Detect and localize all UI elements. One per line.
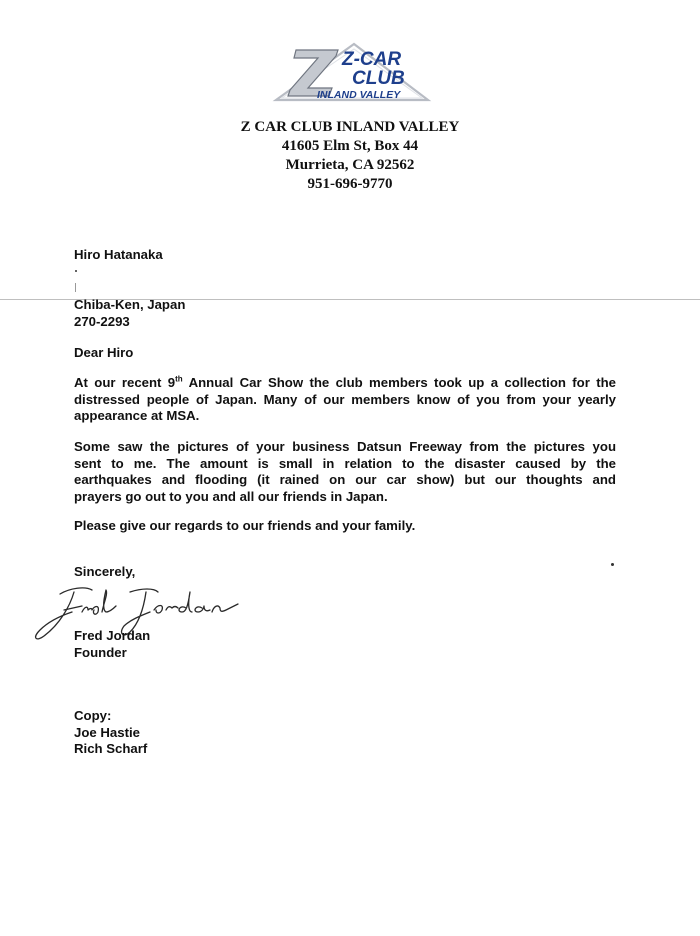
recipient-postal: 270-2293 [74, 313, 130, 329]
signer-block [74, 628, 616, 661]
copy-name: Joe Hastie [74, 724, 140, 740]
scan-speck [611, 563, 614, 566]
copy-name: Rich Scharf [74, 741, 148, 756]
paragraph-2 [74, 439, 616, 505]
paragraph-1-line-2: distressed people of Japan. Many of our members know of you from your yearly [74, 391, 616, 407]
paragraph-2-line-1: Some saw the pictures of your business Datsun Freeway from the pictures you [74, 439, 616, 454]
paragraph-2-line-2: sent to me. The amount is small in relation to the disaster caused by the [74, 455, 616, 471]
signer-title: Founder [74, 644, 127, 660]
paragraph-1 [74, 375, 616, 425]
club-city: Murrieta, CA 92562 [285, 157, 415, 173]
logo-line-1: Z-CAR [342, 49, 402, 70]
club-name: Z CAR CLUB INLAND VALLEY [240, 119, 460, 135]
recipient-address [74, 297, 616, 330]
paragraph-2-line-3: earthquakes and flooding (it rained on our car show) but our thoughts and [74, 472, 616, 487]
scan-speck [75, 283, 76, 292]
logo-line-2: CLUB [352, 68, 405, 89]
recipient-region: Chiba-Ken, Japan [74, 297, 186, 312]
copy-block [74, 708, 616, 758]
signer-name: Fred Jordan [74, 628, 151, 643]
paragraph-1-line-1: At our recent 9th Annual Car Show the club members took up a collection for the [74, 374, 616, 390]
z-car-club-logo [272, 36, 432, 106]
paragraph-2-line-4: prayers go out to you and all our friends in Japan. [74, 488, 388, 504]
scan-speck [75, 270, 77, 272]
paragraph-1-line-3: appearance at MSA. [74, 408, 200, 423]
paragraph-3: Please give our regards to our friends and your family. [74, 518, 416, 533]
club-phone: 951-696-9770 [307, 176, 393, 192]
salutation: Dear Hiro [74, 345, 134, 360]
closing: Sincerely, [74, 564, 136, 579]
signature-text: Fred Jordan [30, 582, 35, 583]
club-street: 41605 Elm St, Box 44 [281, 138, 419, 154]
letterhead [0, 118, 700, 194]
recipient-name: Hiro Hatanaka [74, 247, 163, 262]
copy-label: Copy: [74, 708, 112, 723]
logo-line-3: INLAND VALLEY [317, 89, 401, 101]
